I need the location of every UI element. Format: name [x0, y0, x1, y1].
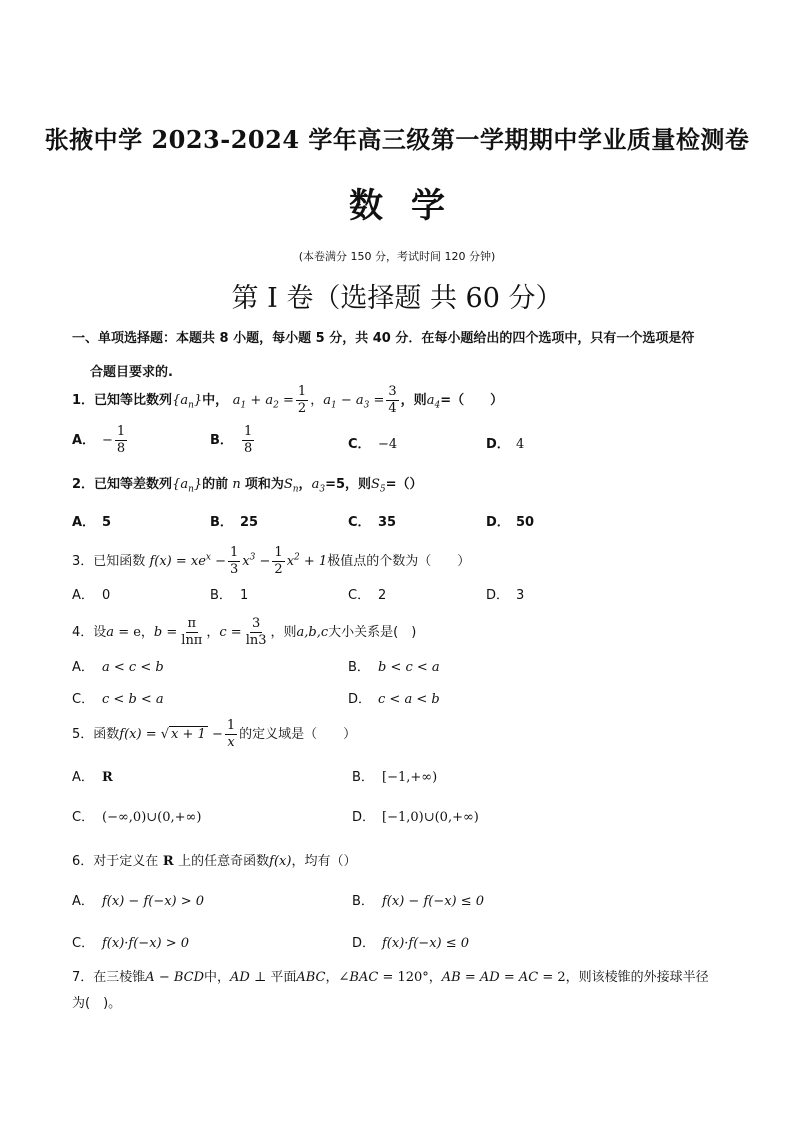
option-3d[interactable]: D． 3 — [486, 588, 525, 603]
question-number: 5． — [72, 727, 94, 742]
option-5b[interactable]: B． [−1,+∞) — [352, 770, 438, 785]
option-4b[interactable]: B． b < c < a — [348, 660, 440, 675]
math-target: $a_4$ — [426, 393, 441, 411]
exam-note: (本卷满分 150 分，考试时间 120 分钟) — [298, 250, 496, 263]
question-1: 1．已知等比数列$\{a_n\}$中， $a_1 + a_2$ = $\frac{1}{2}$ ，$a_1 - a_3$ = $\frac{3}{4}$ ，则$a_4=$（ ） — [72, 384, 504, 416]
option-5d[interactable]: D． [−1,0)∪(0,+∞) — [352, 810, 479, 825]
option-2a[interactable]: A． 5 — [72, 515, 112, 530]
option-5a[interactable]: A． R — [72, 770, 113, 785]
question-number: 4． — [72, 625, 94, 640]
exam-title: 张掖中学 2023-2024 学年高三级第一学期期中学业质量检测卷 — [44, 125, 750, 154]
question-3: 3．已知函数 $f(x) = xe^x$ − $\frac{1}{3}$ $x^3$ − $\frac{1}{2}$ $x^2 + 1$极值点的个数为（ ） — [72, 545, 471, 577]
question-7-continued: 为( )。 — [72, 996, 122, 1011]
question-number: 2． — [72, 477, 95, 492]
option-3b[interactable]: B． 1 — [210, 588, 249, 603]
math-sequence: $\{a_n\}$ — [172, 393, 203, 411]
option-5c[interactable]: C． (−∞,0)∪(0,+∞) — [72, 810, 202, 825]
part-instructions-line2: 合题目要求的. — [90, 365, 173, 380]
part-instructions-line1: 一、单项选择题：本题共 8 小题，每小题 5 分，共 40 分．在每小题给出的四个选项中，只有一个选项是符 — [72, 331, 695, 346]
math-condition-2: $a_1 - a_3$ = — [323, 393, 385, 411]
question-number: 6． — [72, 854, 94, 869]
option-3a[interactable]: A． 0 — [72, 588, 111, 603]
part-instructions — [72, 322, 732, 390]
option-1c[interactable]: C． −4 — [348, 437, 398, 452]
question-number: 1． — [72, 393, 95, 408]
option-6c[interactable]: C． f(x)·f(−x) > 0 — [72, 936, 190, 951]
math-fraction: $\frac{1}{2}$ — [297, 384, 307, 416]
math-function: $f(x) = xe^x$ − — [149, 552, 227, 569]
math-condition-1: $a_1 + a_2$ = — [232, 393, 294, 411]
option-1d[interactable]: D． 4 — [486, 437, 525, 452]
math-fraction: $\frac{3}{4}$ — [388, 384, 397, 416]
option-6d[interactable]: D． f(x)·f(−x) ≤ 0 — [352, 936, 470, 951]
question-2: 2．已知等差数列$\{a_n\}$的前 n 项和为$S_n$，$a_3=5$，则$S_5=()$ — [72, 477, 423, 495]
option-3c[interactable]: C． 2 — [348, 588, 387, 603]
question-6: 6．对于定义在 R 上的任意奇函数f(x)，均有（） — [72, 854, 357, 869]
question-7: 7．在三棱锥A − BCD中，AD ⊥ 平面ABC，∠BAC = 120°，AB = AD = AC = 2，则该棱锥的外接球半径 — [72, 970, 709, 985]
option-1b[interactable]: B． $\frac{1}{8}$ — [210, 424, 253, 456]
subject-title: 数学 — [349, 186, 473, 226]
question-number: 3． — [72, 554, 94, 569]
option-6b[interactable]: B． f(x) − f(−x) ≤ 0 — [352, 894, 485, 909]
option-4d[interactable]: D． c < a < b — [348, 692, 440, 707]
option-6a[interactable]: A． f(x) − f(−x) > 0 — [72, 894, 205, 909]
option-4c[interactable]: C． c < b < a — [72, 692, 164, 707]
question-4: 4．设a = e，b = $\frac{\pi}{\ln\pi}$ ，c = $\frac{3}{\ln 3}$ ，则a,b,c大小关系是( ) — [72, 616, 417, 648]
option-2d[interactable]: D． 50 — [486, 515, 535, 530]
option-4a[interactable]: A． a < c < b — [72, 660, 164, 675]
option-2c[interactable]: C． 35 — [348, 515, 397, 530]
option-2b[interactable]: B． 25 — [210, 515, 259, 530]
question-number: 7． — [72, 970, 94, 985]
question-5: 5．函数f(x) = √ x + 1 − $\frac{1}{x}$ 的定义域是（ ） — [72, 718, 357, 750]
option-1a[interactable]: A． − $\frac{1}{8}$ — [72, 424, 126, 456]
section-heading: 第 I 卷（选择题 共 60 分） — [231, 283, 563, 314]
